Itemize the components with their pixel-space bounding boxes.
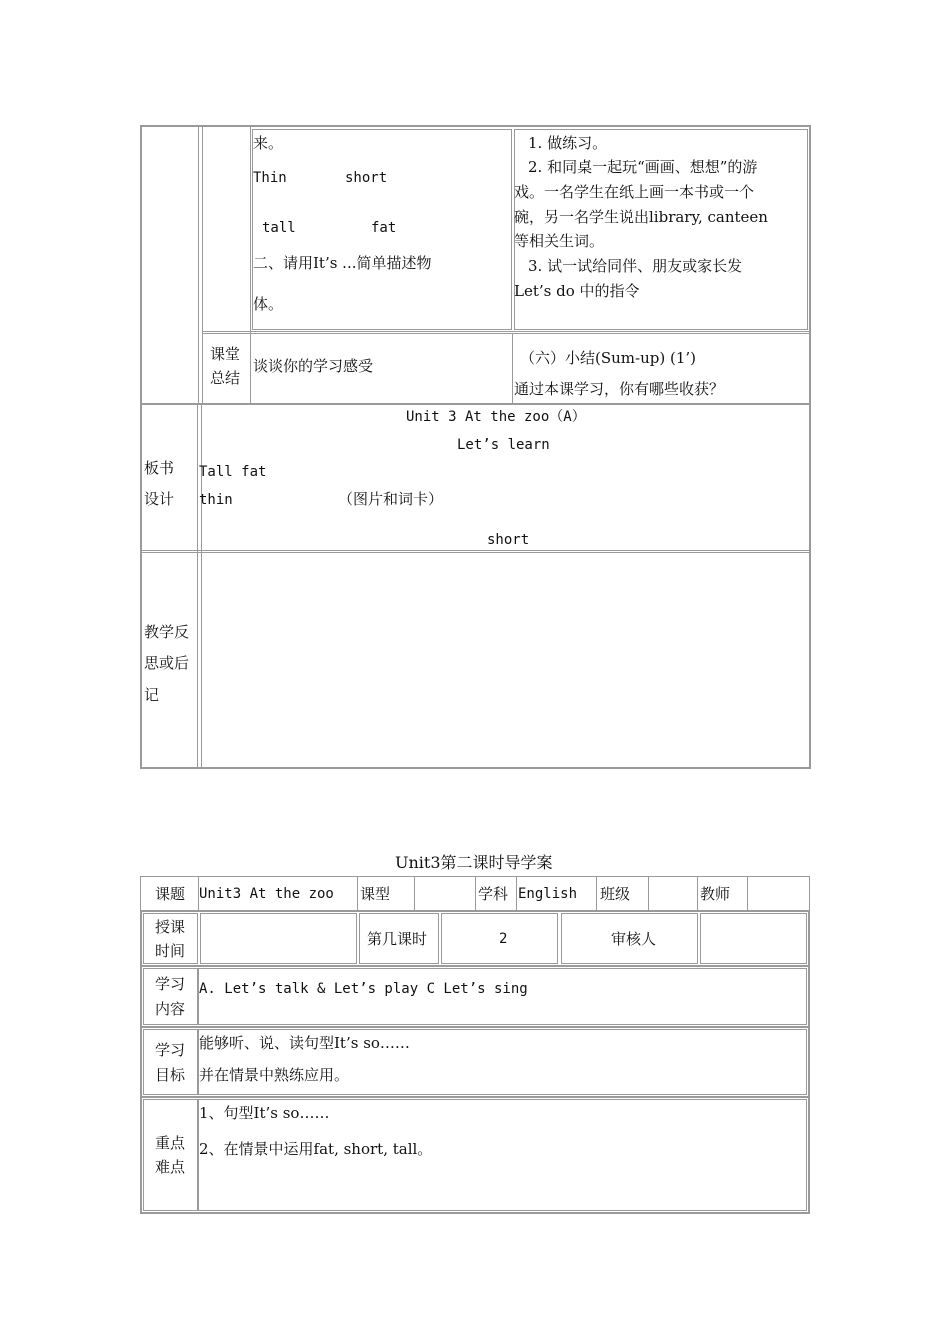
summary-heading: （六）小结(Sum-up) (1’): [520, 349, 696, 367]
subject-label: 学科: [478, 885, 509, 903]
reflection-label: 思或后: [144, 654, 190, 672]
goal-label: 目标: [155, 1066, 186, 1084]
column-divider: [357, 876, 358, 912]
topic-label: 课题: [155, 885, 186, 903]
row-divider: [142, 550, 809, 553]
time-label: 时间: [155, 942, 186, 960]
guide-heading: Unit3第二课时导学案: [395, 853, 553, 872]
goal-value: 并在情景中熟练应用。: [199, 1066, 350, 1084]
column-divider: [516, 876, 517, 912]
lesson-number-value: 2: [499, 931, 508, 947]
practice-item: 2. 和同桌一起玩“画画、想想”的游: [528, 158, 758, 176]
board-words: thin: [199, 492, 233, 508]
board-design-label: 板书: [144, 459, 175, 477]
practice-item: 3. 试一试给同伴、朋友或家长发: [528, 257, 743, 275]
practice-item: 等相关生词。: [514, 232, 605, 250]
column-divider: [648, 876, 649, 912]
practice-item: 戏。一名学生在纸上画一本书或一个: [514, 183, 755, 201]
column-divider: [747, 876, 748, 912]
column-divider: [197, 405, 198, 767]
reviewer-value-cell: [700, 913, 807, 964]
type-label: 课型: [360, 885, 391, 903]
vocab-word: fat: [371, 220, 397, 236]
content-label: 内容: [155, 1000, 186, 1018]
row-divider: [202, 331, 809, 334]
reviewer-label: 审核人: [611, 930, 657, 948]
keypoints-label: 难点: [155, 1158, 186, 1176]
column-divider: [512, 334, 513, 403]
topic-value: Unit3 At the zoo: [199, 886, 334, 902]
practice-item: Let’s do 中的指令: [514, 282, 640, 300]
summary-question: 通过本课学习，你有哪些收获？: [514, 380, 725, 398]
practice-item: 1. 做练习。: [528, 134, 608, 152]
content-label: 学习: [155, 975, 186, 993]
subject-value: English: [518, 886, 578, 902]
keypoints-value: 2、在情景中运用fat, short, tall。: [199, 1140, 433, 1158]
summary-text: 谈谈你的学习感受: [253, 357, 374, 375]
class-label: 班级: [600, 885, 631, 903]
board-title: Unit 3 At the zoo（A）: [406, 409, 586, 425]
practice-item: 碗，另一名学生说出library, canteen: [514, 208, 768, 226]
vocab-word: Thin: [253, 170, 287, 186]
summary-label: 课堂: [210, 345, 241, 363]
activity-line: 二、请用It’s ...简单描述物: [253, 254, 432, 272]
activity-line: 体。: [253, 295, 284, 313]
vocab-word: tall: [262, 220, 296, 236]
board-words: short: [487, 532, 530, 548]
vocab-word: short: [345, 170, 388, 186]
column-divider: [250, 127, 251, 403]
lesson-number-label: 第几课时: [367, 930, 428, 948]
column-divider: [697, 876, 698, 912]
activity-line: 来。: [253, 134, 284, 152]
keypoints-value: 1、句型It’s so……: [199, 1104, 330, 1122]
column-divider: [414, 876, 415, 912]
board-words: Tall fat: [199, 464, 267, 480]
goal-label: 学习: [155, 1041, 186, 1059]
column-divider: [475, 876, 476, 912]
column-divider: [202, 127, 203, 403]
reflection-label: 记: [144, 686, 160, 704]
summary-label: 总结: [210, 369, 241, 387]
board-note: （图片和词卡）: [338, 490, 444, 508]
goal-value: 能够听、说、读句型It’s so……: [199, 1034, 410, 1052]
reflection-label: 教学反: [144, 623, 190, 641]
keypoints-label: 重点: [155, 1134, 186, 1152]
board-subtitle: Let’s learn: [457, 437, 550, 453]
board-design-label: 设计: [144, 490, 175, 508]
teacher-label: 教师: [700, 885, 731, 903]
board-design-table: [140, 403, 811, 769]
column-divider: [198, 127, 199, 403]
time-value-cell: [200, 913, 357, 964]
content-value: A. Let’s talk & Let’s play C Let’s sing: [199, 981, 528, 997]
time-label: 授课: [155, 918, 186, 936]
column-divider: [596, 876, 597, 912]
